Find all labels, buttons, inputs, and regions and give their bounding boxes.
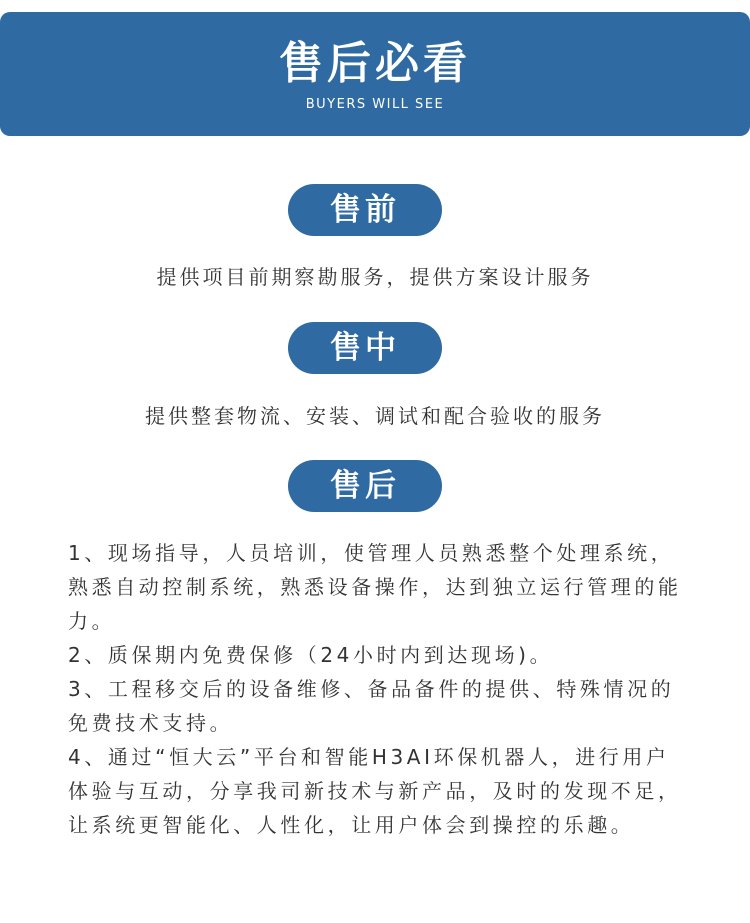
after-sale-list [68,536,690,842]
list-item: 3、工程移交后的设备维修、备品备件的提供、特殊情况的免费技术支持。 [68,677,675,735]
page-subtitle: BUYERS WILL SEE [305,97,445,112]
in-sale-badge: 售中 [288,322,442,374]
pre-sale-description: 提供项目前期察勘服务，提供方案设计服务 [156,265,594,289]
list-item: 1、现场指导，人员培训，使管理人员熟悉整个处理系统，熟悉自动控制系统，熟悉设备操作，达到独立运行管理的能力。 [68,541,682,633]
in-sale-description: 提供整套物流、安装、调试和配合验收的服务 [145,404,605,428]
header-banner [0,12,750,136]
list-item: 2、质保期内免费保修（24小时内到达现场)。 [68,643,554,667]
pre-sale-badge: 售前 [288,184,442,236]
page-title: 售后必看 [279,38,471,89]
list-item: 4、通过“恒大云”平台和智能H3AI环保机器人，进行用户体验与互动，分享我司新技术与新产品，及时的发现不足，让系统更智能化、人性化，让用户体会到操控的乐趣。 [68,745,682,837]
after-sale-badge: 售后 [288,460,442,512]
